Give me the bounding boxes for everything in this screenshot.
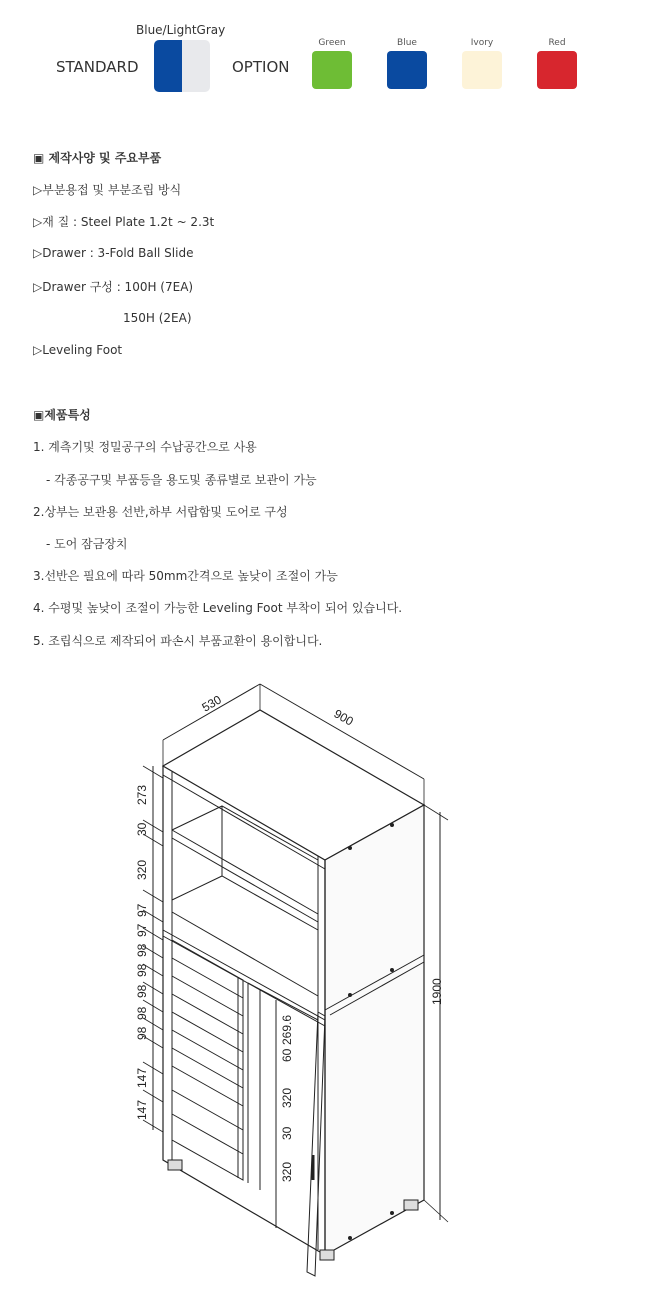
drawer-stack [172,940,243,1180]
dim-left: 98 [135,1006,149,1020]
spec-item: ▷Drawer 구성 : 100H (7EA) [33,280,194,294]
spec-item: 150H (2EA) [123,311,192,325]
option-red-name: Red [548,38,566,48]
standard-swatch-lightgray [182,40,210,92]
option-green-swatch [312,51,352,89]
option-red[interactable] [536,37,578,89]
spec-item: ▷부분용접 및 부분조립 방식 [33,183,182,197]
option-ivory-name: Ivory [470,38,494,48]
standard-swatch[interactable] [154,40,210,92]
spec-title: ▣ 제작사양 및 주요부품 [33,151,162,165]
option-label: OPTION [232,58,290,76]
feature-item: 5. 조립식으로 제작되어 파손시 부품교환이 용이합니다. [33,634,323,648]
option-blue-swatch [387,51,427,89]
dim-left: 98 [135,984,149,998]
features-title: ▣제품특성 [33,408,91,422]
feature-item: 3.선반은 필요에 따라 50mm간격으로 높낮이 조절이 가능 [33,569,338,583]
spec-item: ▷Leveling Foot [33,343,123,357]
foot [404,1200,418,1210]
option-blue[interactable] [386,37,428,89]
cabinet-side [325,805,424,1255]
dim-inner: 30 [280,1126,294,1140]
option-green[interactable] [311,37,353,89]
dim-left: 30 [135,822,149,836]
dim-height: 1900 [430,978,444,1005]
dim-left: 97 [135,903,149,917]
dim-left: 147 [135,1099,149,1120]
dim-inner: 320 [280,1161,294,1182]
spec-item: ▷재 질 : Steel Plate 1.2t ~ 2.3t [33,215,215,229]
foot [168,1160,182,1170]
option-blue-name: Blue [397,38,417,48]
dim-depth: 530 [199,692,224,715]
cabinet-door [307,1012,325,1276]
dim-left: 98 [135,963,149,977]
dim-inner: 60 [280,1048,294,1062]
feature-item: 4. 수평및 높낮이 조절이 가능한 Leveling Foot 부착이 되어 있습니다. [33,601,403,615]
dim-left: 98 [135,1026,149,1040]
dim-width: 900 [331,706,356,729]
dim-inner: 320 [280,1087,294,1108]
standard-color-title: Blue/LightGray [136,23,226,37]
dim-inner: 269.6 [280,1014,294,1045]
option-red-swatch [537,51,577,89]
feature-item: 2.상부는 보관용 선반,하부 서랍함및 도어로 구성 [33,505,288,519]
cabinet-drawing [0,660,650,1300]
feature-item: - 각종공구및 부품등을 용도및 종류별로 보관이 가능 [46,473,317,487]
foot [320,1250,334,1260]
dim-left: 147 [135,1067,149,1088]
option-green-name: Green [318,38,346,48]
feature-item: 1. 계측기및 정밀공구의 수납공간으로 사용 [33,440,257,454]
dim-left: 98 [135,943,149,957]
option-ivory[interactable] [461,37,503,89]
dim-left: 273 [135,784,149,805]
dim-left: 320 [135,859,149,880]
standard-swatch-blue [154,40,182,92]
standard-label: STANDARD [56,58,139,76]
dim-left: 97 [135,923,149,937]
spec-item: ▷Drawer : 3-Fold Ball Slide [33,246,194,260]
option-ivory-swatch [462,51,502,89]
feature-item: - 도어 잠금장치 [46,537,128,551]
